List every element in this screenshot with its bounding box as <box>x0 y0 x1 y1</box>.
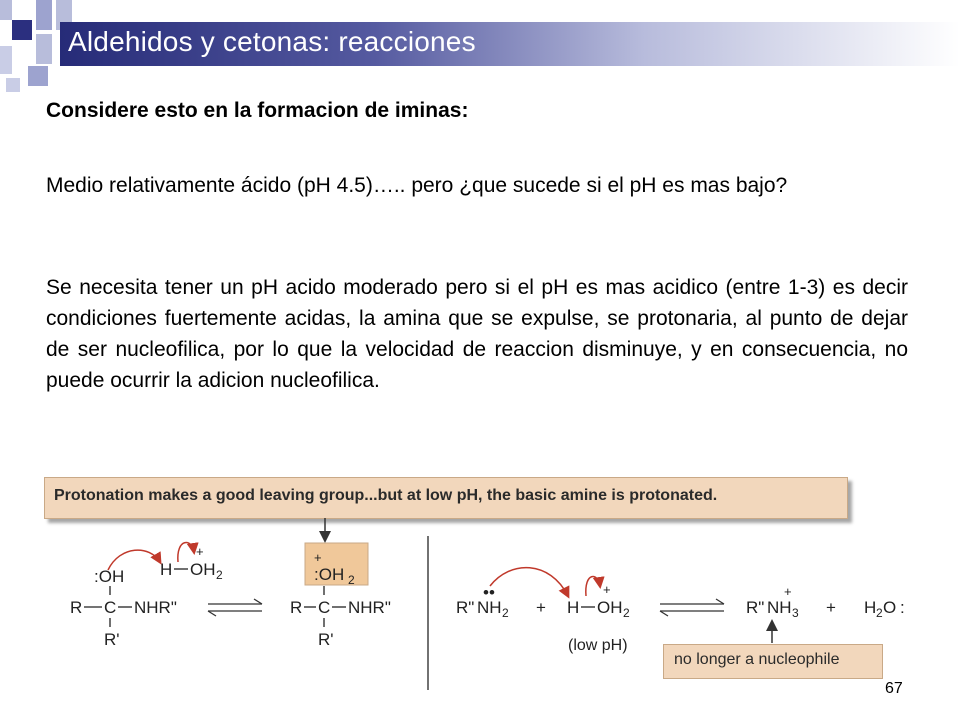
svg-text:+: + <box>603 582 611 597</box>
svg-text:NHR": NHR" <box>348 598 391 617</box>
svg-text:NH: NH <box>767 598 792 617</box>
svg-text:H: H <box>160 560 173 579</box>
svg-text::: : <box>900 598 905 617</box>
svg-text:2: 2 <box>502 606 509 620</box>
svg-text:R: R <box>70 598 83 617</box>
svg-text:NHR": NHR" <box>134 598 177 617</box>
svg-text::OH: :OH <box>94 567 125 586</box>
svg-text:R": R" <box>746 598 765 617</box>
svg-text:R: R <box>290 598 303 617</box>
svg-text:2: 2 <box>876 606 883 620</box>
svg-text:3: 3 <box>792 606 799 620</box>
svg-text:C: C <box>104 598 117 617</box>
svg-text:O: O <box>883 598 897 617</box>
paragraph-question: Medio relativamente ácido (pH 4.5)….. pero ¿que sucede si el pH es mas bajo? <box>46 174 788 197</box>
svg-text::OH: :OH <box>314 565 345 584</box>
svg-text:+: + <box>196 544 204 559</box>
svg-text:R': R' <box>104 630 120 649</box>
svg-text:+: + <box>826 598 836 617</box>
page-number: 67 <box>885 680 903 697</box>
svg-text:R': R' <box>318 630 334 649</box>
svg-text:H: H <box>567 598 580 617</box>
svg-text:••: •• <box>483 583 495 602</box>
paragraph-explanation: Se necesita tener un pH acido moderado pero si el pH es mas acidico (entre 1-3) es decir condiciones fuertemente acidas, la amina que se expulse, se protonaria, al punto de dejar de ser nucleofilica, por lo que la velocidad de reaccion disminuye, y en consecuencia, no puede ocurrir la adicion nucleofilica. <box>46 276 908 392</box>
svg-text:R": R" <box>456 598 475 617</box>
svg-text:H: H <box>864 598 877 617</box>
svg-text:OH: OH <box>597 598 623 617</box>
svg-text:OH: OH <box>190 560 216 579</box>
figure-banner-text: Protonation makes a good leaving group...but at low pH, the basic amine is protonated. <box>54 487 718 504</box>
callout-text: no longer a nucleophile <box>674 651 840 668</box>
molecule-right <box>456 568 905 620</box>
equilibrium-arrow-2 <box>660 599 724 616</box>
svg-text:+: + <box>536 598 546 617</box>
section-heading: Considere esto en la formacion de iminas: <box>46 99 469 122</box>
svg-text:NH: NH <box>477 598 502 617</box>
svg-text:2: 2 <box>216 568 223 582</box>
svg-text:C: C <box>318 598 331 617</box>
molecule-left <box>70 543 223 649</box>
svg-text:2: 2 <box>623 606 630 620</box>
low-ph-note: (low pH) <box>568 637 628 654</box>
svg-text:2: 2 <box>348 573 355 587</box>
svg-text:+: + <box>784 584 792 599</box>
svg-text:+: + <box>314 550 322 565</box>
equilibrium-arrow-1 <box>208 599 262 616</box>
slide-title: Aldehidos y cetonas: reacciones <box>68 26 476 57</box>
